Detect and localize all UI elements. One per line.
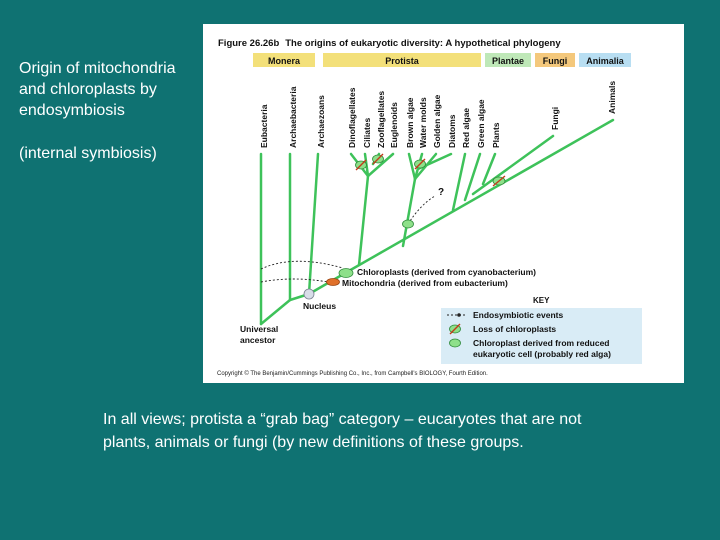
nucleus-event-marker [304, 289, 314, 299]
figure-title: Figure 26.26b The origins of eukaryotic diversity: A hypothetical phylogeny [218, 38, 561, 49]
taxon-brown-algae: Brown algae [405, 97, 415, 148]
branch-archaea-root [261, 300, 290, 324]
taxon-eubacteria: Eubacteria [259, 104, 269, 148]
universal-ancestor-label-line2: ancestor [240, 335, 276, 345]
taxon-archaezoans: Archaezoans [316, 95, 326, 148]
slide-intro-text [19, 58, 194, 164]
intro-heading: Origin of mitochondria and chloroplasts by endosymbiosis [19, 60, 176, 119]
taxon-zooflagellates: Zooflagellates [376, 90, 386, 148]
branch-brown-algae [409, 154, 415, 179]
branch-red-algae [453, 154, 465, 210]
arc-mitochondria-origin [261, 279, 328, 282]
chloroplast-event-marker [339, 269, 353, 278]
key-reduced-label-line1: Chloroplast derived from reduced [473, 338, 610, 348]
key-title: KEY [533, 296, 550, 305]
kingdom-label-monera: Monera [267, 56, 301, 66]
kingdom-label-plantae: Plantae [491, 56, 525, 66]
taxon-animals: Animals [607, 80, 617, 114]
taxon-dinoflagellates: Dinoflagellates [347, 87, 357, 148]
nucleus-label: Nucleus [303, 301, 337, 311]
kingdom-label-animalia: Animalia [586, 56, 624, 66]
branch-archaezoans [309, 154, 318, 294]
mitochondria-event-marker [327, 279, 340, 286]
taxon-green-algae: Green algae [476, 99, 486, 148]
mitochondria-label: Mitochondria (derived from eubacterium) [342, 278, 508, 288]
question-mark: ? [438, 187, 445, 198]
secondary-chloroplast-marker [403, 220, 414, 228]
phylogeny-diagram [203, 24, 684, 383]
branch-protist-stem [359, 176, 368, 265]
key-endosymbiotic-label: Endosymbiotic events [473, 310, 564, 320]
taxon-water-molds: Water molds [418, 97, 428, 148]
kingdom-label-protista: Protista [385, 56, 419, 66]
taxon-euglenoids: Euglenoids [389, 102, 399, 148]
taxon-diatoms: Diatoms [447, 114, 457, 148]
copyright-notice: Copyright © The Benjamin/Cummings Publishing Co., Inc., from Campbell's BIOLOGY, Fourth Edition. [217, 371, 488, 377]
chloroplasts-label: Chloroplasts (derived from cyanobacterium) [357, 267, 537, 277]
kingdom-label-fungi: Fungi [542, 56, 568, 66]
key-reduced-label-line2: eukaryotic cell (probably red alga) [473, 349, 611, 359]
taxon-golden-algae: Golden algae [432, 94, 442, 148]
phylogeny-figure [203, 24, 684, 383]
loss-markers [356, 154, 506, 186]
taxon-plants: Plants [491, 122, 501, 148]
arc-chloroplast-origin [261, 261, 343, 269]
taxon-red-algae: Red algae [461, 107, 471, 148]
universal-ancestor-label-line1: Universal [240, 324, 279, 334]
intro-subheading: (internal symbiosis) [19, 145, 157, 162]
taxon-fungi: Fungi [550, 106, 560, 130]
key-row-reduced [450, 338, 612, 359]
slide-caption: In all views; protista a “grab bag” category – eucaryotes that are not plants, animals or fungi (by new definitions of these groups. [103, 411, 582, 451]
key-loss-label: Loss of chloroplasts [473, 324, 557, 334]
taxon-archaebacteria: Archaebacteria [288, 86, 298, 148]
taxon-ciliates: Ciliates [362, 117, 372, 148]
